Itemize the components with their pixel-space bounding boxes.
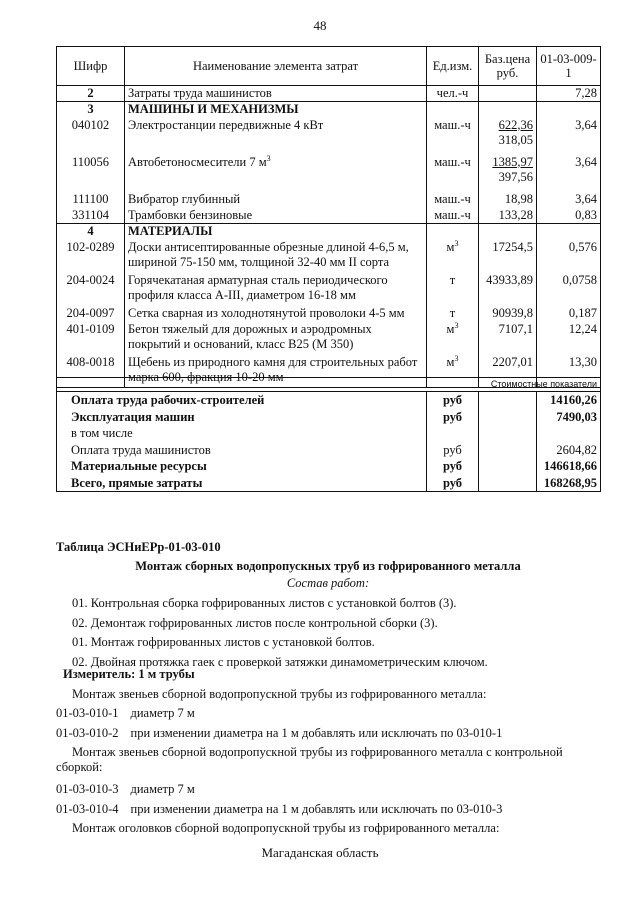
norm-item xyxy=(56,782,600,797)
table-row xyxy=(57,102,601,118)
price-value: 90939,8 xyxy=(492,305,533,320)
summary-heading: Стоимостные показатели xyxy=(57,378,601,392)
cell-norm: 7,28 xyxy=(537,86,601,102)
cell-unit: т xyxy=(427,273,479,306)
cell-code: 4 xyxy=(57,224,125,240)
cell-code: 111100 xyxy=(57,192,125,208)
header-price: Баз.цена руб. xyxy=(479,47,537,86)
cell-name: Горячекатаная арматурная сталь периодического профиля класса А-III, диаметром 16-18 мм xyxy=(125,273,427,306)
summary-row xyxy=(57,409,601,426)
cell-price xyxy=(479,208,537,224)
summary-value: 7490,03 xyxy=(537,409,601,426)
summary-empty xyxy=(479,392,537,409)
superscript: 3 xyxy=(454,238,459,248)
superscript: 3 xyxy=(454,353,459,363)
cell-unit: чел.-ч xyxy=(427,86,479,102)
group-intro: Монтаж звеньев сборной водопропускной трубы из гофрированного металла: xyxy=(72,687,487,701)
summary-value: 168268,95 xyxy=(537,475,601,492)
table-row xyxy=(57,322,601,355)
table-label-text: Таблица ЭСНиЕРр-01-03-010 xyxy=(56,540,221,554)
summary-row xyxy=(57,475,601,492)
price-value-secondary: 318,05 xyxy=(498,132,533,147)
summary-label: Оплата труда рабочих-строителей xyxy=(57,392,427,409)
summary-label: Оплата труда машинистов xyxy=(57,442,427,459)
summary-heading-row xyxy=(57,378,601,392)
cell-code: 040102 xyxy=(57,118,125,155)
header-unit: Ед.изм. xyxy=(427,47,479,86)
summary-unit: руб xyxy=(427,409,479,426)
summary-value: 14160,26 xyxy=(537,392,601,409)
table-row xyxy=(57,208,601,224)
cell-unit: $м^3$ xyxy=(427,240,479,273)
meter-label: Измеритель: 1 м трубы xyxy=(63,667,195,681)
summary-empty xyxy=(479,475,537,492)
group-intro: Монтаж звеньев сборной водопропускной трубы из гофрированного металла с контрольной сборкой: xyxy=(56,745,563,774)
superscript: 3 xyxy=(266,153,271,163)
summary-empty xyxy=(479,409,537,426)
superscript: 3 xyxy=(454,320,459,330)
cell-norm: 3,64 xyxy=(537,155,601,192)
summary-value xyxy=(537,425,601,442)
price-value: 622,36 xyxy=(498,117,533,132)
cell-unit xyxy=(427,224,479,240)
cell-unit: т xyxy=(427,306,479,322)
summary-row xyxy=(57,392,601,409)
cell-unit: $м^3$ xyxy=(427,355,479,388)
cell-name: Электростанции передвижные 4 кВт xyxy=(125,118,427,155)
cell-name: МАТЕРИАЛЫ xyxy=(125,224,427,240)
norm-code: 01-03-010-3 xyxy=(56,782,119,796)
cell-code: 401-0109 xyxy=(57,322,125,355)
work-item: 01. Контрольная сборка гофрированных листов с установкой болтов (3). xyxy=(72,596,457,610)
summary-unit: руб xyxy=(427,392,479,409)
cell-unit xyxy=(427,102,479,118)
table-label xyxy=(56,540,600,555)
cell-name: Автобетоносмесители 7 $м^3$ xyxy=(125,155,427,192)
cell-norm: 13,30 xyxy=(537,355,601,388)
cell-price xyxy=(479,118,537,155)
cell-code: 110056 xyxy=(57,155,125,192)
cost-table-body xyxy=(57,86,601,388)
table-header-row xyxy=(57,47,601,86)
cell-name: Доски антисептированные обрезные длиной 4-6,5 м, шириной 75-150 мм, толщиной 32-40 мм II сорта xyxy=(125,240,427,273)
cost-elements-table xyxy=(56,46,601,388)
cell-code: 204-0024 xyxy=(57,273,125,306)
footer-region: Магаданская область xyxy=(261,845,379,860)
norm-text: диаметр 7 м xyxy=(130,706,195,720)
norm-item xyxy=(56,802,600,817)
work-item: 02. Демонтаж гофрированных листов после контрольной сборки (3). xyxy=(72,615,438,630)
summary-label: Всего, прямые затраты xyxy=(57,475,427,492)
cell-unit: маш.-ч xyxy=(427,155,479,192)
cell-unit: $м^3$ xyxy=(427,322,479,355)
cell-price xyxy=(479,192,537,208)
summary-empty xyxy=(479,425,537,442)
work-heading: Состав работ: xyxy=(286,576,370,590)
norm-code: 01-03-010-1 xyxy=(56,706,119,720)
cell-price xyxy=(479,306,537,322)
table-row xyxy=(57,118,601,155)
norm-text: диаметр 7 м xyxy=(130,782,195,796)
summary-row xyxy=(57,425,601,442)
cell-norm: 3,64 xyxy=(537,118,601,155)
cell-name: Затраты труда машинистов xyxy=(125,86,427,102)
table-row xyxy=(57,240,601,273)
price-value: 133,28 xyxy=(498,207,533,222)
summary-unit: руб xyxy=(427,475,479,492)
table-row xyxy=(57,273,601,306)
summary-unit xyxy=(427,425,479,442)
summary-label: в том числе xyxy=(57,425,427,442)
norm-item xyxy=(56,706,600,721)
norm-code: 01-03-010-4 xyxy=(56,801,119,816)
cell-price xyxy=(479,155,537,192)
table-row xyxy=(57,86,601,102)
table-row xyxy=(57,155,601,192)
summary-body xyxy=(57,378,601,492)
cell-norm: 0,83 xyxy=(537,208,601,224)
cell-norm: 12,24 xyxy=(537,322,601,355)
summary-value: 146618,66 xyxy=(537,458,601,475)
table-row xyxy=(57,192,601,208)
cell-norm xyxy=(537,102,601,118)
summary-empty xyxy=(479,458,537,475)
summary-label: Материальные ресурсы xyxy=(57,458,427,475)
price-value: 43933,89 xyxy=(486,272,533,287)
cell-code: 102-0289 xyxy=(57,240,125,273)
summary-value: 2604,82 xyxy=(537,442,601,459)
summary-row xyxy=(57,458,601,475)
cost-summary-table xyxy=(56,377,601,492)
cell-code: 3 xyxy=(57,102,125,118)
price-value: 18,98 xyxy=(504,191,533,206)
work-item: 01. Монтаж гофрированных листов с установкой болтов. xyxy=(72,635,375,649)
cell-name: Трамбовки бензиновые xyxy=(125,208,427,224)
cell-name: Бетон тяжелый для дорожных и аэродромных покрытий и оснований, класс В25 (М 350) xyxy=(125,322,427,355)
cell-norm: 0,0758 xyxy=(537,273,601,306)
cell-code: 204-0097 xyxy=(57,306,125,322)
norm-text: при изменении диаметра на 1 м добавлять или исключать по 03-010-1 xyxy=(130,725,503,740)
cell-name: МАШИНЫ И МЕХАНИЗМЫ xyxy=(125,102,427,118)
header-name: Наименование элемента затрат xyxy=(125,47,427,86)
price-value: 1385,97 xyxy=(492,154,533,169)
table-row xyxy=(57,306,601,322)
cell-norm: 3,64 xyxy=(537,192,601,208)
cell-norm: 0,576 xyxy=(537,240,601,273)
norm-item xyxy=(56,726,600,741)
cell-price xyxy=(479,322,537,355)
cell-name: Щебень из природного камня для строительных работ марка 600, фракция 10-20 мм xyxy=(125,355,427,388)
cell-code: 2 xyxy=(57,86,125,102)
work-item: 02. Двойная протяжка гаек с проверкой затяжки динамометрическим ключом. xyxy=(72,654,488,669)
summary-unit: руб xyxy=(427,442,479,459)
section-title: Монтаж сборных водопропускных труб из гофрированного металла xyxy=(135,559,521,573)
cell-unit: маш.-ч xyxy=(427,118,479,155)
price-value: 2207,01 xyxy=(492,354,533,369)
cell-code: 408-0018 xyxy=(57,355,125,388)
summary-empty xyxy=(479,442,537,459)
header-norm: 01-03-009-1 xyxy=(537,47,601,86)
page-number: 48 xyxy=(313,18,327,33)
summary-label: Эксплуатация машин xyxy=(57,409,427,426)
cell-unit: маш.-ч xyxy=(427,192,479,208)
price-value-secondary: 397,56 xyxy=(498,169,533,184)
cell-name: Вибратор глубинный xyxy=(125,192,427,208)
group-intro: Монтаж оголовков сборной водопропускной трубы из гофрированного металла: xyxy=(72,821,500,835)
norm-code: 01-03-010-2 xyxy=(56,725,119,740)
price-value: 17254,5 xyxy=(492,239,533,254)
cell-price xyxy=(479,240,537,273)
cell-price xyxy=(479,224,537,240)
cell-code: 331104 xyxy=(57,208,125,224)
table-row xyxy=(57,224,601,240)
price-value: 7107,1 xyxy=(498,321,533,336)
summary-unit: руб xyxy=(427,458,479,475)
header-code: Шифр xyxy=(57,47,125,86)
cell-unit: маш.-ч xyxy=(427,208,479,224)
cell-norm xyxy=(537,224,601,240)
cell-name: Сетка сварная из холоднотянутой проволоки 4-5 мм xyxy=(125,306,427,322)
summary-row xyxy=(57,442,601,459)
cell-price xyxy=(479,86,537,102)
cell-price xyxy=(479,102,537,118)
norm-text: при изменении диаметра на 1 м добавлять или исключать по 03-010-3 xyxy=(130,801,503,816)
cell-price xyxy=(479,273,537,306)
cell-norm: 0,187 xyxy=(537,306,601,322)
